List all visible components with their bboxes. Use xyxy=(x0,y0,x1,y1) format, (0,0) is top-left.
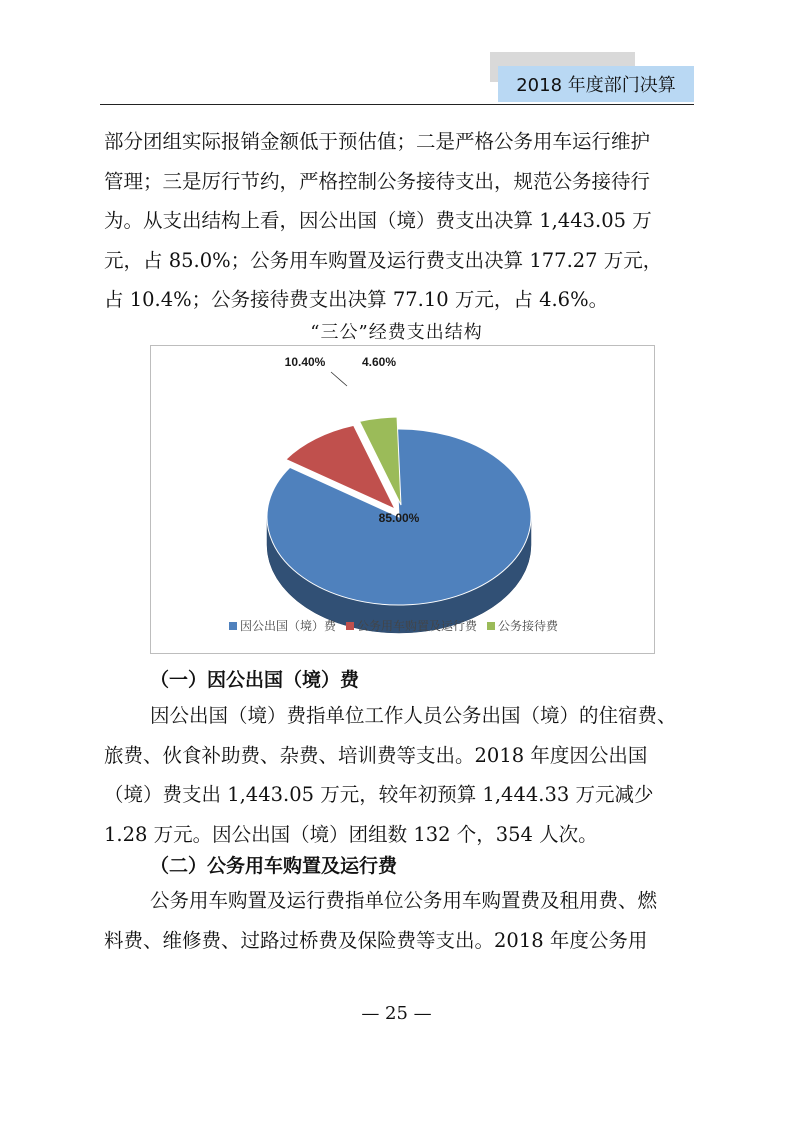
data-label: 10.40% xyxy=(284,355,326,369)
text-line: 占 10.4%；公务接待费支出决算 77.10 万元，占 4.6%。 xyxy=(104,288,609,311)
text-line: 1.28 万元。因公出国（境）团组数 132 个，354 人次。 xyxy=(104,822,598,846)
text-line: 因公出国（境）费指单位工作人员公务出国（境）的住宿费、 xyxy=(150,704,677,727)
section-1-heading: （一）因公出国（境）费 xyxy=(150,669,360,691)
legend-swatch xyxy=(487,622,495,630)
paragraph-1 xyxy=(104,122,698,320)
text-line: （境）费支出 1,443.05 万元，较年初预算 1,444.33 万元减少 xyxy=(104,783,654,806)
text-line: 公务用车购置及运行费指单位公务用车购置费及租用费、燃 xyxy=(150,889,658,912)
legend-label: 公务用车购置及运行费 xyxy=(357,619,478,633)
text-line: 料费、维修费、过路过桥费及保险费等支出。2018 年度公务用 xyxy=(104,928,648,952)
section-2-paragraph xyxy=(104,881,698,960)
header-title: 2018 年度部门决算 xyxy=(498,66,694,102)
text-line: 管理；三是厉行节约，严格控制公务接待支出，规范公务接待行 xyxy=(104,169,651,193)
legend-label: 因公出国（境）费 xyxy=(240,619,337,633)
chart-title: “三公”经费支出结构 xyxy=(310,322,483,343)
header-rule xyxy=(100,104,694,105)
legend-swatch xyxy=(346,622,354,630)
pie-chart xyxy=(150,345,655,654)
pie-chart-svg xyxy=(151,346,654,653)
data-label: 4.60% xyxy=(361,355,397,369)
text-line: 旅费、伙食补助费、杂费、培训费等支出。2018 年度因公出国 xyxy=(104,743,648,767)
page-number: — 25 — xyxy=(361,1003,432,1024)
section-1-paragraph xyxy=(104,696,698,854)
text-line: 元，占 85.0%；公务用车购置及运行费支出决算 177.27 万元， xyxy=(104,248,663,272)
section-2-heading: （二）公务用车购置及运行费 xyxy=(150,855,398,877)
legend-swatch xyxy=(229,622,237,630)
text-line: 为。从支出结构上看，因公出国（境）费支出决算 1,443.05 万 xyxy=(104,209,652,232)
legend-label: 公务接待费 xyxy=(498,619,559,633)
data-label: 85.00% xyxy=(378,511,420,525)
text-line: 部分团组实际报销金额低于预估值；二是严格公务用车运行维护 xyxy=(104,130,651,153)
leader-line xyxy=(331,372,347,386)
